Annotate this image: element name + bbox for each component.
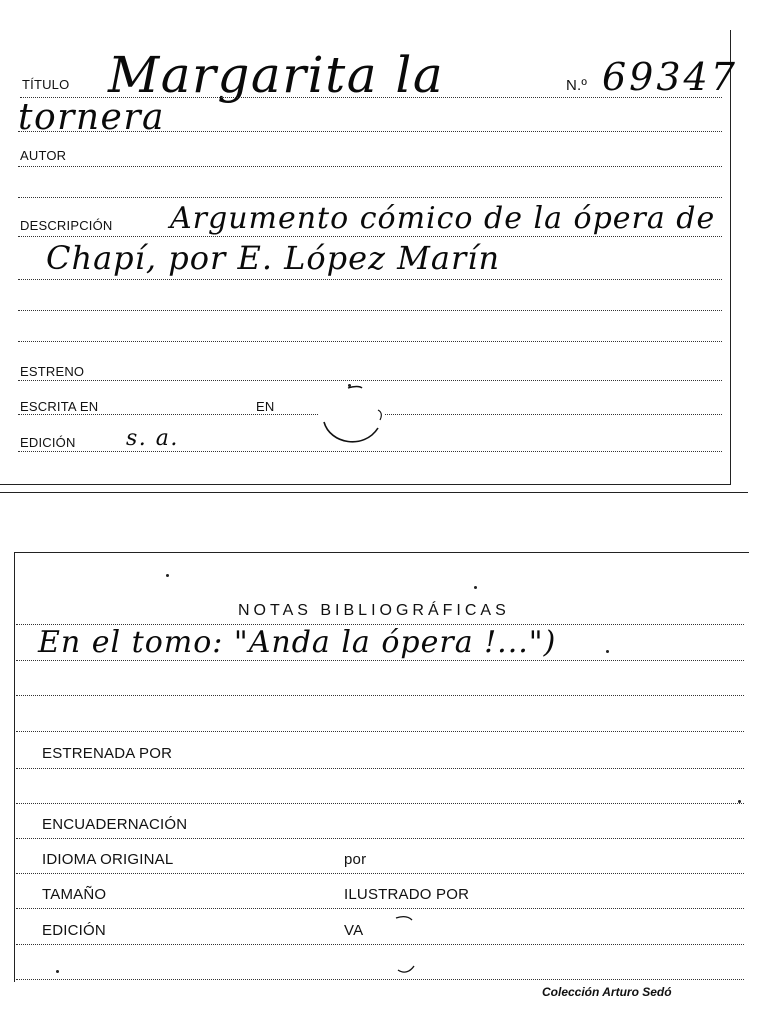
speck bbox=[474, 586, 477, 589]
ilustrado-por-label: ILUSTRADO POR bbox=[344, 886, 470, 903]
por-label: por bbox=[344, 851, 367, 868]
descripcion-label: DESCRIPCIÓN bbox=[20, 218, 113, 233]
speck bbox=[738, 800, 741, 803]
numero-value: 69347 bbox=[602, 55, 738, 99]
descripcion-value-line2: Chapí, por E. López Marín bbox=[46, 239, 501, 277]
front-card-bottom-edge bbox=[0, 492, 748, 493]
titulo-label: TÍTULO bbox=[22, 77, 70, 92]
descripcion-line bbox=[18, 236, 722, 237]
autor-line bbox=[18, 166, 722, 167]
tamano-line bbox=[16, 908, 744, 909]
estrenada-por-label: ESTRENADA POR bbox=[42, 745, 173, 762]
encuadernacion-label: ENCUADERNACIÓN bbox=[42, 816, 188, 833]
edicion-label: EDICIÓN bbox=[20, 435, 76, 450]
speck bbox=[606, 650, 609, 653]
titulo-value-line1: Margarita la bbox=[108, 46, 445, 104]
encuadernacion-line bbox=[16, 838, 744, 839]
speck bbox=[56, 970, 59, 973]
descripcion-value-line1: Argumento cómico de la ópera de bbox=[170, 201, 716, 236]
autor-label: AUTOR bbox=[20, 148, 67, 163]
estrenada-por-line-2 bbox=[16, 803, 744, 804]
titulo-line-2 bbox=[18, 131, 722, 132]
descripcion-line-3 bbox=[18, 310, 722, 311]
punch-hole-mark-back bbox=[370, 910, 430, 980]
tamano-label: TAMAÑO bbox=[42, 886, 107, 903]
titulo-value-line2: tornera bbox=[18, 97, 166, 138]
notas-value: En el tomo: "Anda la ópera !...") bbox=[38, 625, 557, 660]
autor-line-2 bbox=[18, 197, 722, 198]
escrita-en-line bbox=[18, 414, 318, 415]
notas-heading: NOTAS BIBLIOGRÁFICAS bbox=[238, 602, 510, 619]
en-line bbox=[385, 414, 722, 415]
estreno-label: ESTRENO bbox=[20, 364, 85, 379]
speck bbox=[166, 574, 169, 577]
edicion-value: s. a. bbox=[126, 426, 179, 451]
en-label: EN bbox=[256, 399, 275, 414]
descripcion-line-2 bbox=[18, 279, 722, 280]
speck bbox=[348, 384, 351, 387]
estreno-line bbox=[18, 380, 722, 381]
notas-line-3 bbox=[16, 695, 744, 696]
escrita-en-label: ESCRITA EN bbox=[20, 399, 99, 414]
idioma-line bbox=[16, 873, 744, 874]
punch-hole-mark bbox=[312, 382, 392, 452]
descripcion-line-4 bbox=[18, 341, 722, 342]
idioma-original-label: IDIOMA ORIGINAL bbox=[42, 851, 174, 868]
numero-label: N.º bbox=[566, 77, 588, 94]
back-edicion-label: EDICIÓN bbox=[42, 922, 106, 939]
estrenada-por-line bbox=[16, 768, 744, 769]
va-label: VA bbox=[344, 922, 364, 939]
notas-line-4 bbox=[16, 731, 744, 732]
notas-line-2 bbox=[16, 660, 744, 661]
footer-collection: Colección Arturo Sedó bbox=[542, 985, 672, 999]
